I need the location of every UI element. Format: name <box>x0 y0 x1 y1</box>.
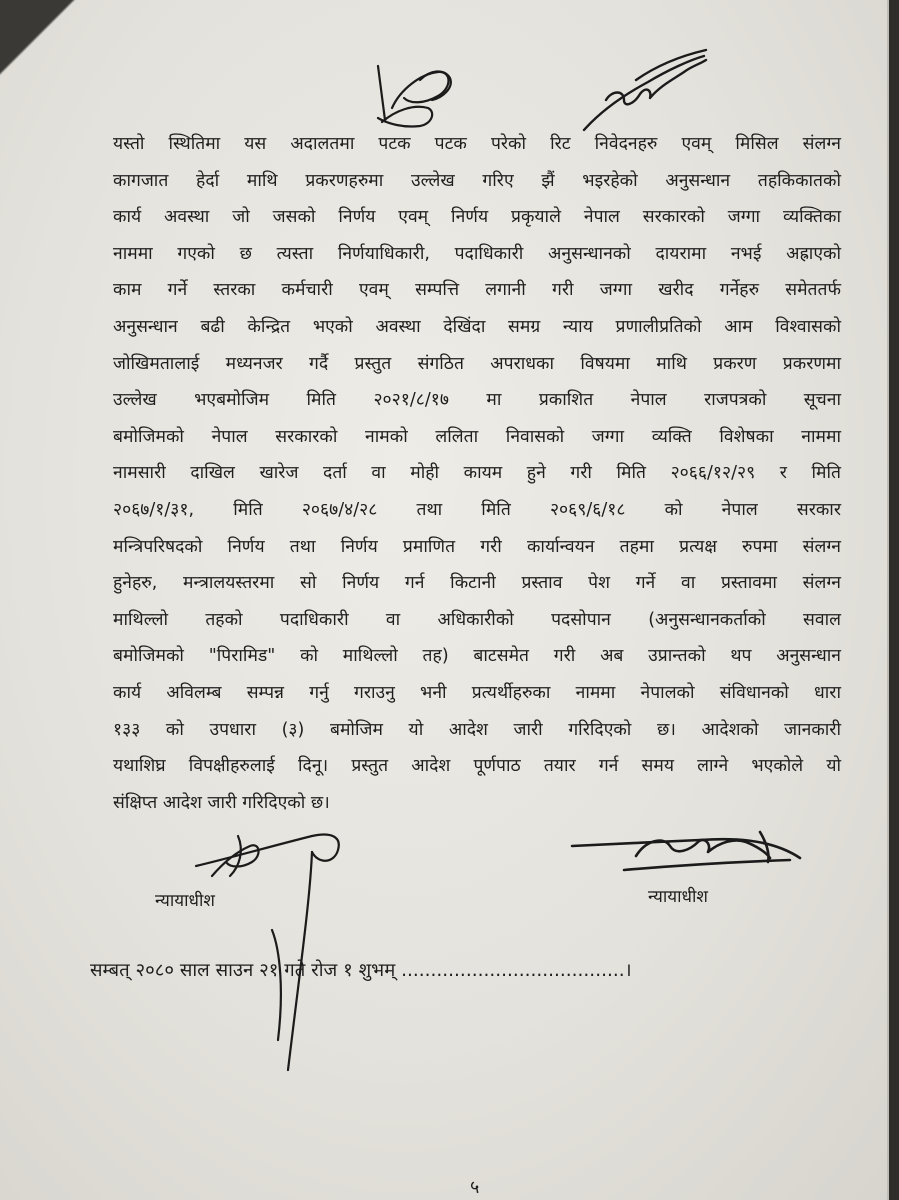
body-line: मन्त्रिपरिषदको निर्णय तथा निर्णय प्रमाणित गरी कार्यान्वयन तहमा प्रत्यक्ष रुपमा संलग्न <box>113 536 841 557</box>
page-number: ५ <box>470 1177 480 1198</box>
body-line: १३३ को उपधारा (३) बमोजिम यो आदेश जारी गरिदिएको छ। आदेशको जानकारी <box>113 719 841 740</box>
body-line: अनुसन्धान बढी केन्द्रित भएको अवस्था देखिंदा समग्र न्याय प्रणालीप्रतिको आम विश्वासको <box>113 316 841 337</box>
body-line: यस्तो स्थितिमा यस अदालतमा पटक पटक परेको रिट निवेदनहरु एवम् मिसिल संलग्न <box>113 134 841 154</box>
body-line: बमोजिमको नेपाल सरकारको नामको ललिता निवासको जग्गा व्यक्ति विशेषका नाममा <box>113 426 841 447</box>
body-line: यथाशिघ्र विपक्षीहरुलाई दिनू। प्रस्तुत आदेश पूर्णपाठ तयार गर्न समय लाग्ने भएकोले यो <box>113 756 841 777</box>
page-right-edge <box>889 0 899 1200</box>
date-line: सम्बत् २०८० साल साउन २१ गते रोज १ शुभम् ......................................। <box>90 960 632 981</box>
body-line: काम गर्ने स्तरका कर्मचारी एवम् सम्पत्ति लगानी गरी जग्गा खरीद गर्नेहरु समेततर्फ <box>113 280 841 301</box>
body-line: नाममा गएको छ त्यस्ता निर्णयाधिकारी, पदाधिकारी अनुसन्धानको दायरामा नभई अह्राएको <box>113 243 841 264</box>
top-right-signature <box>584 50 706 130</box>
bottom-right-signature <box>572 832 800 870</box>
body-line: जोखिमतालाई मध्यनजर गर्दै प्रस्तुत संगठित अपराधका विषयमा माथि प्रकरण प्रकरणमा <box>113 353 841 374</box>
top-initials-signature <box>378 66 451 127</box>
body-line: माथिल्लो तहको पदाधिकारी वा अधिकारीको पदसोपान (अनुसन्धानकर्ताको सवाल <box>113 609 841 630</box>
body-line: कागजात हेर्दा माथि प्रकरणहरुमा उल्लेख गरिए झैं भइरहेको अनुसन्धान तहकिकातको <box>113 170 841 191</box>
body-line: कार्य अविलम्ब सम्पन्न गर्नु गराउनु भनी प्रत्यर्थीहरुका नाममा नेपालको संविधानको धारा <box>113 682 841 703</box>
judge-title-right: न्यायाधीश <box>648 887 708 907</box>
bottom-left-signature <box>196 835 339 1070</box>
judge-title-left: न्यायाधीश <box>155 891 215 911</box>
body-line: नामसारी दाखिल खारेज दर्ता वा मोही कायम हुने गरी मिति २०६६/१२/२९ र मिति <box>113 463 841 484</box>
order-body-text <box>113 126 841 821</box>
body-line: बमोजिमको "पिरामिड" को माथिल्लो तह) बाटसमेत गरी अब उप्रान्तको थप अनुसन्धान <box>113 646 841 667</box>
body-line-last: संक्षिप्त आदेश जारी गरिदिएको छ। <box>113 792 330 813</box>
page-corner-shadow <box>0 0 80 110</box>
body-line: २०६७/१/३१, मिति २०६७/४/२८ तथा मिति २०६९/६/१८ को नेपाल सरकार <box>113 499 841 520</box>
body-line: कार्य अवस्था जो जसको निर्णय एवम् निर्णय प्रकृयाले नेपाल सरकारको जग्गा व्यक्तिका <box>113 207 841 228</box>
page-fold-line <box>887 0 889 1200</box>
body-line: हुनेहरु, मन्त्रालयस्तरमा सो निर्णय गर्न किटानी प्रस्ताव पेश गर्ने वा प्रस्तावमा संलग्न <box>113 573 841 594</box>
body-line: उल्लेख भएबमोजिम मिति २०२१/८/१७ मा प्रकाशित नेपाल राजपत्रको सूचना <box>113 390 841 411</box>
